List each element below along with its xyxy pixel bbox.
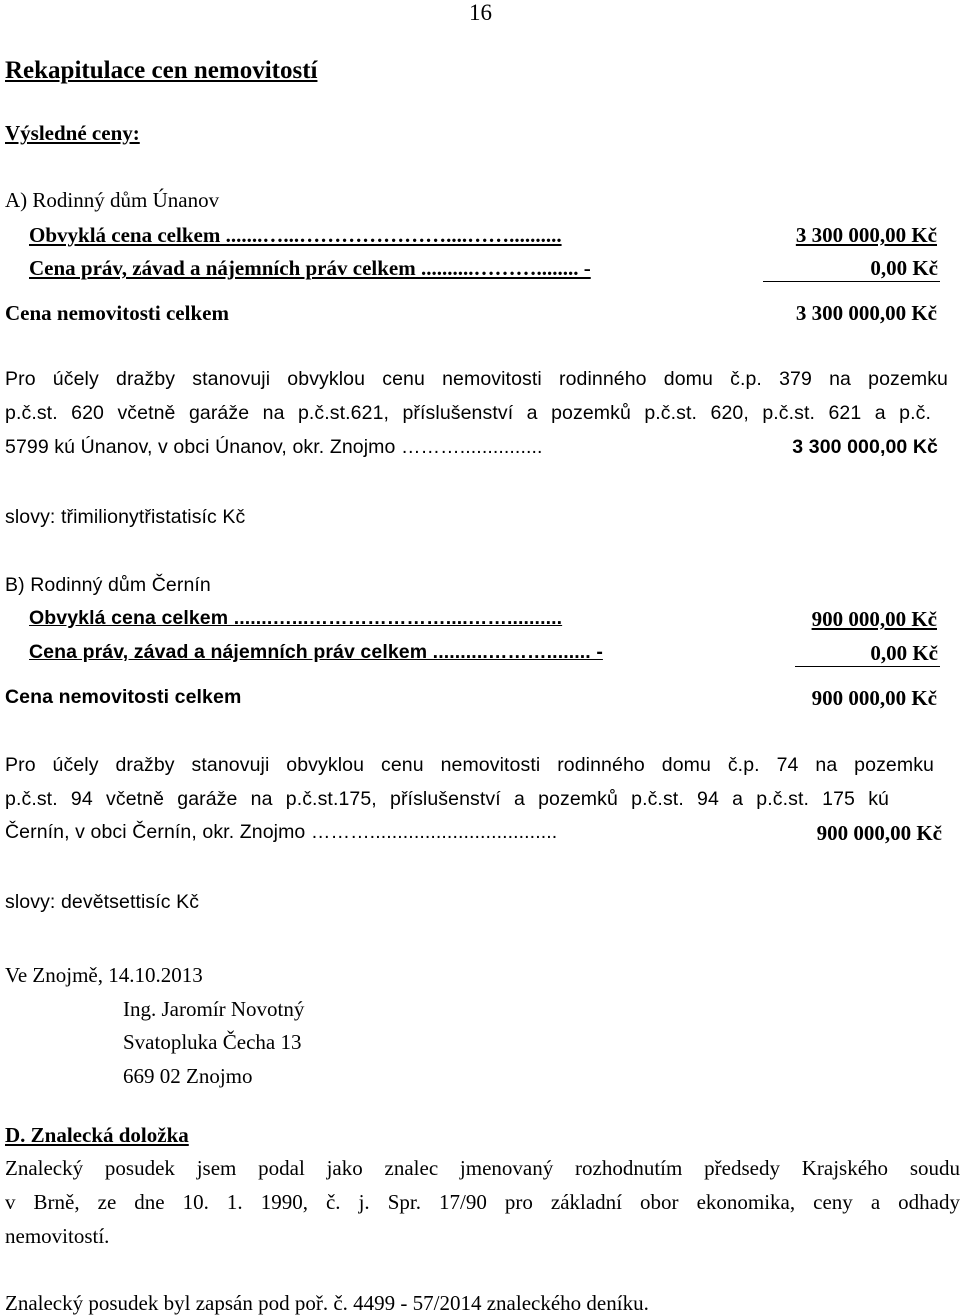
section-b-rights-underline	[795, 666, 940, 667]
clause-line-3: nemovitostí.	[5, 1224, 110, 1248]
page-number: 16	[469, 0, 492, 25]
section-a-rights-label: Cena práv, závad a nájemních práv celkem ..........………........ -	[29, 256, 591, 280]
section-b-heading: B) Rodinný dům Černín	[5, 574, 211, 596]
section-a-total-label: Cena nemovitosti celkem	[5, 301, 229, 325]
section-b-total-value: 900 000,00 Kč	[811, 686, 937, 710]
section-a-paragraph-line-2: p.č.st. 620 včetně garáže na p.č.st.621, příslušenství a pozemků p.č.st. 620, p.č.st. 621 a p.č.	[5, 402, 931, 424]
section-a-paragraph-value: 3 300 000,00 Kč	[792, 436, 938, 458]
clause-line-2: v Brně, ze dne 10. 1. 1990, č. j. Spr. 17/90 pro základní obor ekonomika, ceny a odhady	[5, 1190, 960, 1214]
section-a-words: slovy: třimilionytřistatisíc Kč	[5, 506, 246, 528]
expert-record: Znalecký posudek byl zapsán pod poř. č. 4499 - 57/2014 znaleckého deníku.	[5, 1291, 649, 1315]
section-b-paragraph-line-3: Černín, v obci Černín, okr. Znojmo ………..................................	[5, 821, 558, 843]
signer-street: Svatopluka Čecha 13	[123, 1030, 302, 1054]
section-b-total-label: Cena nemovitosti celkem	[5, 686, 242, 708]
section-a-usual-price-label: Obvyklá cena celkem .......…...…………………....……..........	[29, 223, 562, 247]
page-title: Rekapitulace cen nemovitostí	[5, 57, 318, 84]
section-b-usual-price-value: 900 000,00 Kč	[811, 607, 937, 631]
section-b-paragraph-value: 900 000,00 Kč	[816, 821, 942, 845]
section-b-paragraph-line-1: Pro účely dražby stanovuji obvyklou cenu nemovitosti rodinného domu č.p. 74 na pozemku	[5, 754, 934, 776]
section-a-total-value: 3 300 000,00 Kč	[795, 301, 937, 325]
section-b-usual-price-label: Obvyklá cena celkem .......…...…………………....……..........	[29, 607, 563, 629]
section-a-rights-value: 0,00 Kč	[870, 256, 938, 280]
signer-name: Ing. Jaromír Novotný	[123, 997, 305, 1021]
clause-heading: D. Znalecká doložka	[5, 1123, 189, 1147]
section-a-rights-underline	[763, 281, 940, 282]
place-and-date: Ve Znojmě, 14.10.2013	[5, 963, 203, 987]
section-b-words: slovy: devětsettisíc Kč	[5, 891, 200, 913]
section-a-heading: A) Rodinný dům Únanov	[5, 188, 220, 212]
section-b-rights-label: Cena práv, závad a nájemních práv celkem ..........………........ -	[29, 641, 603, 663]
results-subtitle: Výsledné ceny:	[5, 121, 140, 145]
section-b-rights-value: 0,00 Kč	[870, 641, 938, 665]
section-a-paragraph-line-1: Pro účely dražby stanovuji obvyklou cenu nemovitosti rodinného domu č.p. 379 na pozemku	[5, 368, 948, 390]
signer-city: 669 02 Znojmo	[123, 1064, 253, 1088]
section-a-paragraph-line-3: 5799 kú Únanov, v obci Únanov, okr. Znojmo ………...............	[5, 436, 543, 458]
section-b-paragraph-line-2: p.č.st. 94 včetně garáže na p.č.st.175, příslušenství a pozemků p.č.st. 94 a p.č.st. 175 kú	[5, 788, 889, 810]
section-a-usual-price-value: 3 300 000,00 Kč	[795, 223, 937, 247]
clause-line-1: Znalecký posudek jsem podal jako znalec jmenovaný rozhodnutím předsedy Krajského soudu	[5, 1156, 960, 1180]
